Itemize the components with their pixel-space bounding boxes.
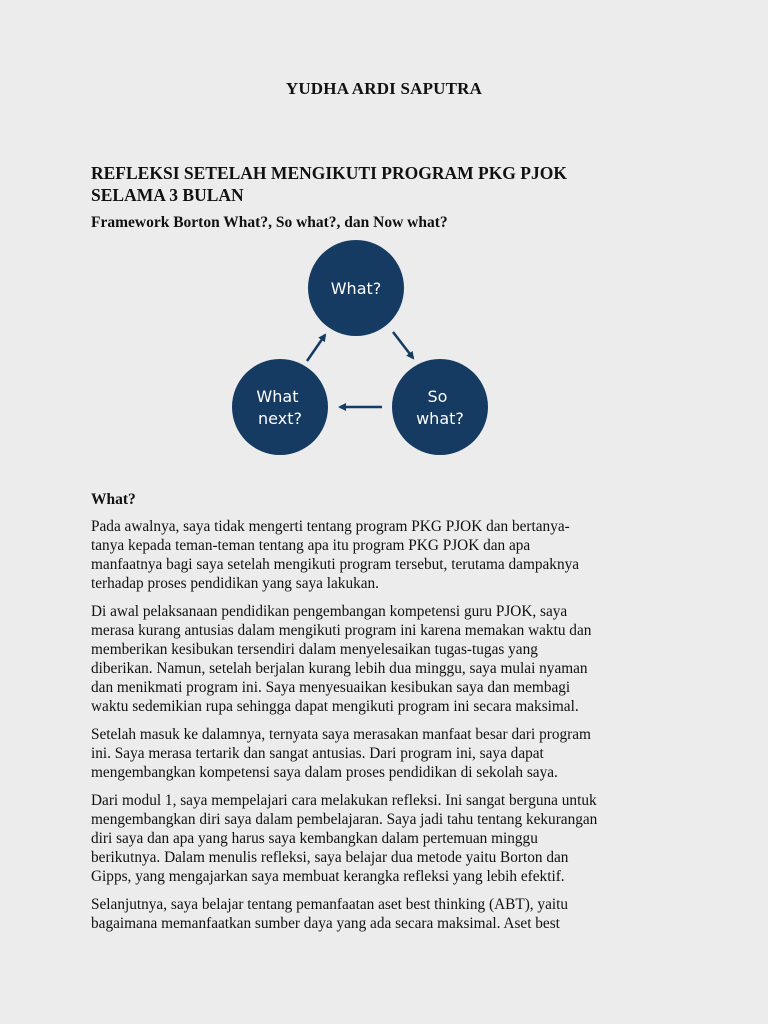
- text-line: bagaimana memanfaatkan sumber daya yang ada secara maksimal. Aset best: [91, 915, 560, 932]
- text-line: Selanjutnya, saya belajar tentang pemanfaatan aset best thinking (ABT), yaitu: [91, 896, 569, 913]
- borton-cycle-diagram: [225, 240, 500, 460]
- paragraph: [91, 725, 684, 782]
- node-what-next: [232, 359, 328, 455]
- arrow-what-next-to-what: [307, 335, 325, 361]
- text-line: Di awal pelaksanaan pendidikan pengembangan kompetensi guru PJOK, saya: [91, 603, 568, 620]
- node-what-next-line: next?: [258, 409, 302, 428]
- text-line: Dari modul 1, saya mempelajari cara melakukan refleksi. Ini sangat berguna untuk: [91, 792, 597, 809]
- text-line: diberikan. Namun, setelah berjalan kurang lebih dua minggu, saya mulai nyaman: [91, 660, 588, 677]
- body-text: [91, 517, 684, 942]
- node-so-what: [392, 359, 488, 455]
- paragraph: [91, 517, 684, 593]
- paragraph: [91, 895, 684, 933]
- text-line: Pada awalnya, saya tidak mengerti tentang program PKG PJOK dan bertanya-: [91, 518, 570, 535]
- node-so-what-line: what?: [416, 409, 464, 428]
- text-line: berikutnya. Dalam menulis refleksi, saya belajar dua metode yaitu Borton dan: [91, 849, 569, 866]
- node-what-label: [331, 279, 382, 298]
- node-so-what-line: So: [427, 387, 448, 406]
- title-line: SELAMA 3 BULAN: [91, 185, 244, 205]
- text-line: Setelah masuk ke dalamnya, ternyata saya merasakan manfaat besar dari program: [91, 726, 591, 743]
- text-line: manfaatnya bagi saya setelah mengikuti program tersebut, terutama dampaknya: [91, 556, 580, 573]
- text-line: terhadap proses pendidikan yang saya lakukan.: [91, 575, 379, 592]
- text-line: tanya kepada teman-teman tentang apa itu program PKG PJOK dan apa: [91, 537, 531, 554]
- text-line: mengembangkan diri saya dalam pembelajaran. Saya jadi tahu tentang kekurangan: [91, 811, 598, 828]
- document-title: [91, 162, 691, 206]
- framework-subtitle: Framework Borton What?, So what?, dan Now what?: [91, 214, 448, 231]
- text-line: diri saya dan apa yang harus saya kembangkan dalam pertemuan minggu: [91, 830, 538, 847]
- text-line: mengembangkan kompetensi saya dalam proses pendidikan di sekolah saya.: [91, 764, 558, 781]
- author-name: YUDHA ARDI SAPUTRA: [285, 79, 483, 98]
- text-line: waktu sedemikian rupa sehingga dapat mengikuti program ini secara maksimal.: [91, 698, 579, 715]
- node-what-next-line: What: [256, 387, 299, 406]
- title-line: REFLEKSI SETELAH MENGIKUTI PROGRAM PKG PJOK: [91, 163, 567, 183]
- text-line: dan menikmati program ini. Saya menyesuaikan kesibukan saya dan membagi: [91, 679, 571, 696]
- paragraph: [91, 602, 684, 716]
- text-line: memberikan kesibukan tersendiri dalam menyelesaikan tugas-tugas yang: [91, 641, 538, 658]
- section-heading-what: What?: [91, 491, 136, 508]
- paragraph: [91, 791, 684, 886]
- arrow-what-to-so-what: [393, 332, 413, 358]
- text-line: merasa kurang antusias dalam mengikuti program ini karena memakan waktu dan: [91, 622, 592, 639]
- text-line: ini. Saya merasa tertarik dan sangat antusias. Dari program ini, saya dapat: [91, 745, 544, 762]
- text-line: Gipps, yang mengajarkan saya membuat kerangka refleksi yang lebih efektif.: [91, 868, 565, 885]
- node-what-line: What?: [330, 279, 382, 298]
